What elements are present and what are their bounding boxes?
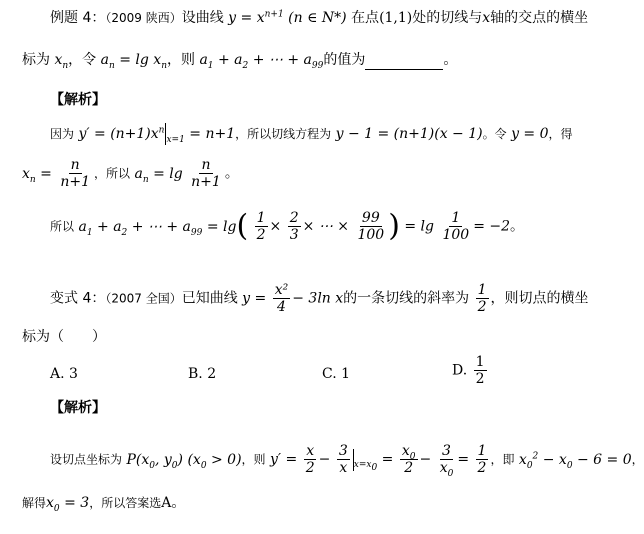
answer-choice: A	[161, 495, 172, 511]
text: 的值为	[323, 52, 366, 68]
fraction-99-100: $\frac{99}{100}$	[357, 210, 385, 243]
fraction-3-over-x0: $\frac{3}{x_0}$	[439, 443, 454, 479]
times: ×	[269, 218, 282, 235]
text: ，所以	[94, 166, 131, 181]
derivative: y′ =	[270, 451, 298, 468]
fraction-3-over-x: $\frac{3}{x}$	[338, 443, 348, 476]
text: 已知曲线	[181, 290, 238, 307]
tangent-point: $P(x_0$, $y_0$)	[126, 451, 183, 471]
text: ，则切点的横坐	[490, 290, 589, 307]
analysis-heading-2: 【解析】	[50, 400, 106, 416]
x0-condition: $(x_0 > 0)$	[187, 451, 242, 471]
fraction-1-2: $\frac{1}{2}$	[477, 443, 487, 476]
minus: −	[318, 451, 331, 468]
solution-1-line-2	[22, 157, 239, 190]
domain-condition: (n ∈ N*)	[288, 10, 347, 26]
sum-expression: $a_1 + a_2$ + ⋯ + $a_{99}$	[199, 52, 324, 71]
text: 。	[171, 495, 186, 511]
xn-result: $x_n$ =	[22, 165, 52, 185]
minus: −	[419, 451, 432, 468]
slope-fraction: $\frac{1}{2}$	[477, 282, 487, 315]
text: 的一条切线的斜率为	[343, 290, 470, 307]
curve-expression: $y = x^{n+1}$	[228, 9, 284, 26]
text: ，即	[490, 452, 515, 467]
fraction-1-100: $\frac{1}{100}$	[442, 210, 470, 243]
example-4-line-1	[50, 8, 588, 28]
variant-label: 变式 4：	[50, 290, 106, 307]
derivative: $y' = (n+1)x^n$	[78, 125, 165, 142]
derivative-value: = n+1	[189, 126, 236, 142]
text: 轴的交点的横坐	[490, 10, 589, 26]
text: ，所以答案选	[89, 496, 162, 510]
equals: =	[457, 451, 470, 468]
option-d: D. $\frac{1}{2}$	[452, 354, 485, 387]
result: = −2	[473, 218, 511, 235]
quadratic: $x_0^2 - x_0 - 6 = 0$	[518, 450, 632, 471]
text: ，	[631, 452, 644, 467]
fraction-x0-over-2: $\frac{x_0}{2}$	[401, 443, 416, 476]
fraction-x2-over-4: $\frac{\text{x²}}{4}$	[274, 282, 289, 315]
fraction-n-over-n-plus-1: $\frac{n}{n+1}$	[60, 157, 90, 190]
text: 因为	[50, 127, 75, 141]
fraction-x-over-2: $\frac{x}{2}$	[305, 443, 315, 476]
option-c: C. 1	[322, 366, 351, 382]
text: 处的切线与	[412, 10, 483, 26]
text: 。	[510, 218, 525, 235]
variant-source: （2007 全国）	[105, 291, 182, 306]
curve-rest: − 3ln x	[292, 290, 344, 307]
solution-2-line-1	[50, 443, 644, 479]
example-4-line-2	[22, 50, 457, 70]
example-label: 例题 4：	[50, 10, 106, 26]
tangent-equation: y − 1 = (n+1)(x − 1)	[335, 126, 483, 142]
xn-symbol: $x_n$	[54, 52, 69, 71]
equals-lg: = lg	[404, 218, 434, 235]
text: ，所以切线方程为	[235, 127, 332, 141]
text: 设曲线	[181, 10, 224, 26]
text: 所以	[50, 219, 75, 234]
text: ，得	[548, 127, 573, 141]
fraction-n-over-n-plus-1-b: $\frac{n}{n+1}$	[191, 157, 221, 190]
fraction-2-3: $\frac{2}{3}$	[289, 210, 299, 243]
text: ，则	[166, 52, 195, 68]
evaluation-point: x=x0	[353, 460, 378, 474]
y-equals: y =	[242, 290, 267, 307]
example-source: （2009 陕西）	[105, 11, 182, 25]
text: 解得	[22, 496, 47, 510]
text: ，令	[68, 52, 97, 68]
text: 。	[224, 165, 239, 182]
analysis-heading-1: 【解析】	[50, 92, 106, 108]
x0-solution: $x_0 = 3$	[46, 495, 90, 514]
text: 设切点坐标为	[50, 452, 123, 467]
solution-1-line-1	[50, 123, 573, 145]
text: 。令	[482, 127, 507, 141]
evaluation-point: x=1	[166, 134, 185, 145]
equals: =	[381, 451, 394, 468]
fraction-1-2: $\frac{1}{2}$	[256, 210, 266, 243]
text: 。	[443, 52, 458, 68]
variant-4-line-1	[50, 282, 589, 315]
solution-1-line-3: 所以 $a_1 + a_2$ + ⋯ + $a_{99} = \lg$( $\frac{1}{2}$ × $\frac{2}{3}$ × ⋯ × $\frac{99}{100}$ ) = lg $\frac{1}{100}$ = −2。	[50, 208, 525, 244]
sum-lhs: $a_1 + a_2$ + ⋯ + $a_{99} = \lg$	[78, 218, 237, 238]
text: ，则	[241, 452, 266, 467]
y-zero: y = 0	[511, 126, 549, 142]
text: 标为	[22, 52, 50, 68]
an-definition: $a_n = \lg x_n$	[100, 52, 167, 71]
option-b: B. 2	[188, 366, 217, 382]
times: × ⋯ ×	[302, 218, 350, 235]
text: 在点	[351, 10, 380, 26]
point: (1,1)	[379, 10, 413, 26]
answer-blank	[365, 55, 443, 70]
solution-2-line-2	[22, 493, 185, 513]
x-axis-symbol: x	[482, 10, 491, 26]
an-result: $a_n = \lg$	[134, 165, 183, 185]
option-a: A. 3	[50, 366, 78, 382]
variant-4-line-2: 标为（ ）	[22, 329, 106, 345]
